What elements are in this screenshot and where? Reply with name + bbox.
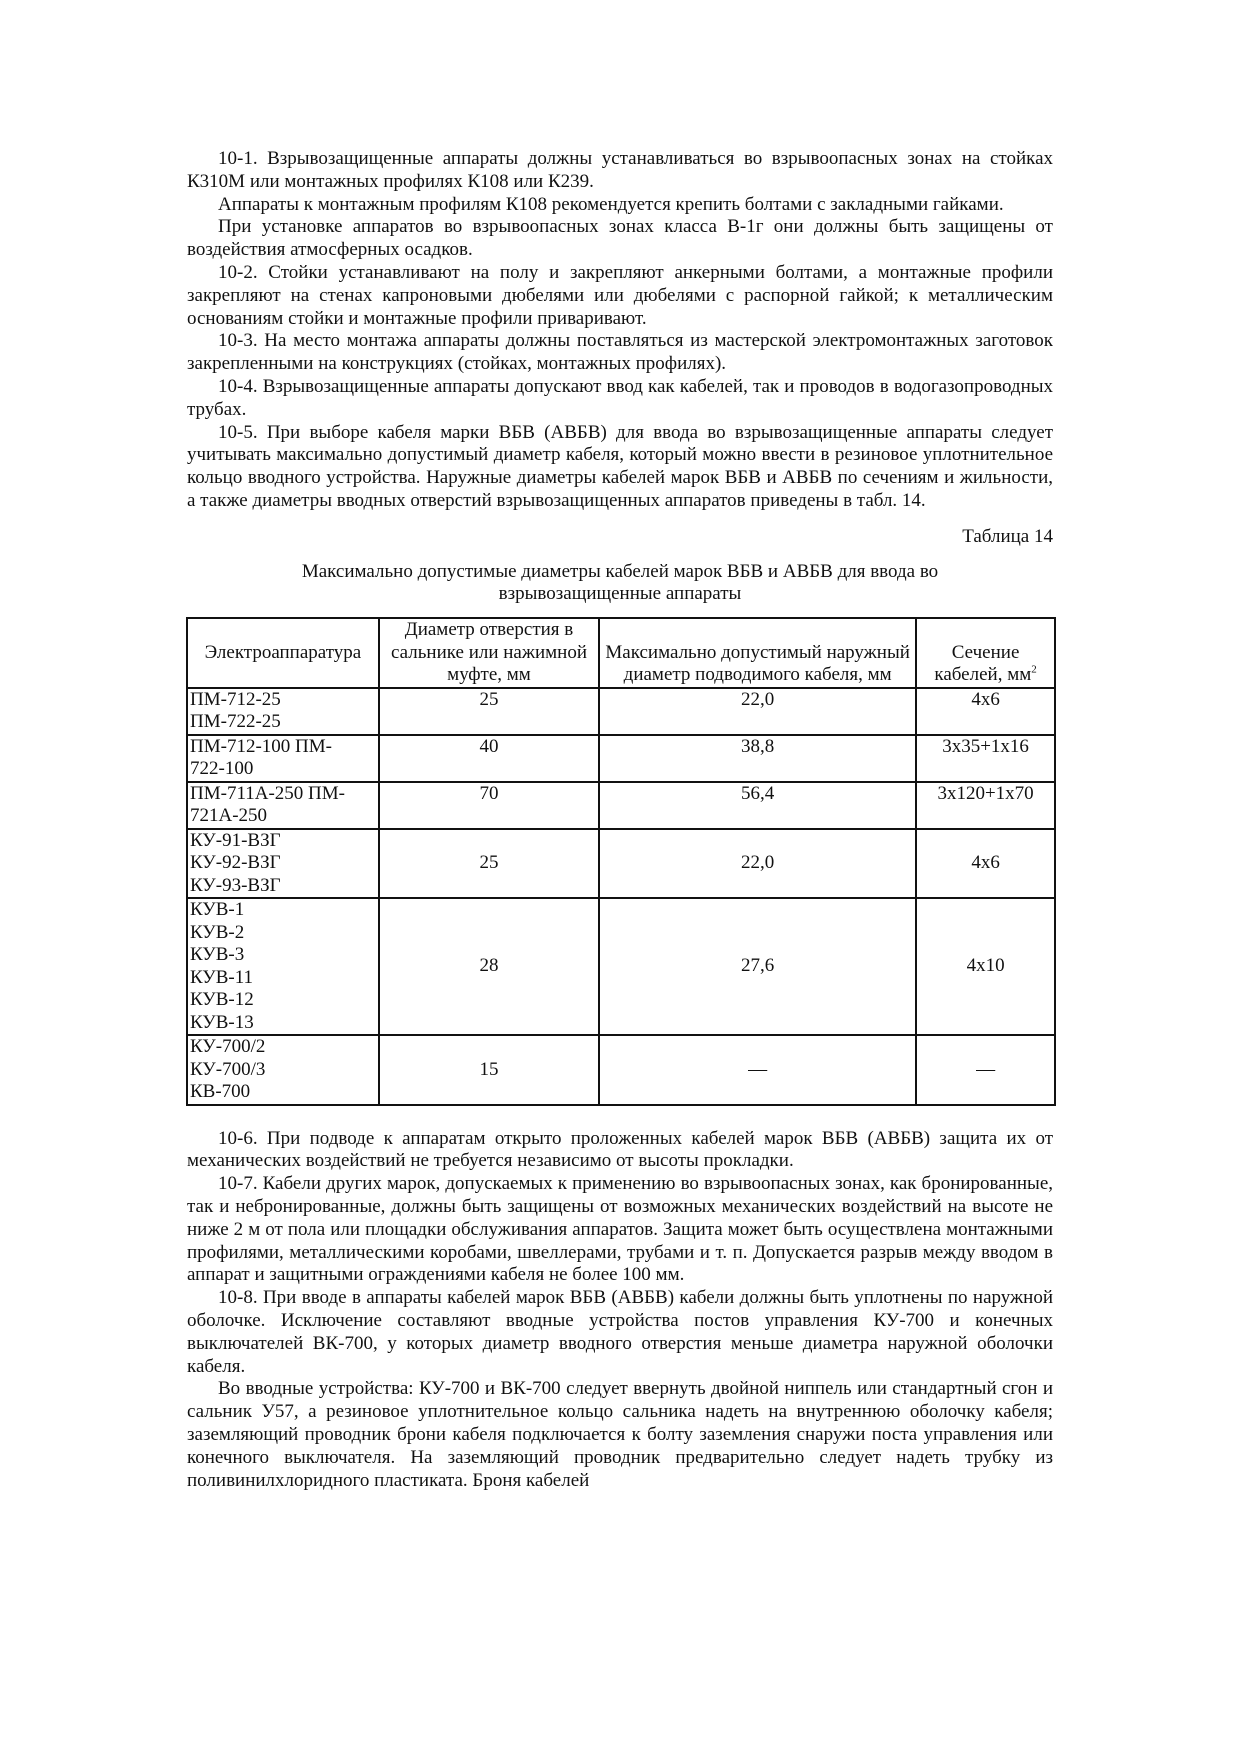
device-name: КУВ-3 [190, 944, 245, 966]
device-name: КУ-700/3 [190, 1058, 266, 1080]
section-cell: 3х120+1х70 [916, 782, 1055, 829]
device-name: КУВ-2 [190, 921, 245, 943]
table-row [187, 829, 1055, 899]
paragraph-10-5: 10-5. При выборе кабеля марки ВБВ (АВБВ) для ввода во взрывозащищенные аппараты следует учитывать максимально допустимый диаметр кабеля, который можно ввести в резиновое уплотнительное кольцо вводного устройства. Наружные диаметры кабелей марок ВБВ и АВБВ по сечениям и жильности, а также диаметры вводных отверстий взрывозащищенных аппаратов приведены в табл. 14. [187, 421, 1053, 511]
hole-diameter-cell: 25 [379, 688, 599, 735]
table-row [187, 735, 1055, 782]
table-row [187, 1035, 1055, 1105]
paragraphs-after-table [187, 1128, 1053, 1493]
device-cell [187, 1035, 379, 1105]
max-diameter-cell: 27,6 [599, 898, 916, 1035]
document-page [187, 148, 1053, 1492]
paragraph-k108-mounting: Аппараты к монтажным профилям К108 рекомендуется крепить болтами с закладными гайками. [218, 193, 1004, 215]
paragraph-10-4: 10-4. Взрывозащищенные аппараты допускают ввод как кабелей, так и проводов в водогазопроводных трубах. [187, 375, 1053, 420]
device-cell [187, 829, 379, 899]
header-section-superscript: 2 [1031, 663, 1037, 676]
device-name: КУ-93-ВЗГ [190, 874, 281, 896]
paragraph-10-3: 10-3. На место монтажа аппараты должны поставляться из мастерской электромонтажных заготовок закрепленными на конструкциях (стойках, монтажных профилях). [187, 330, 1053, 375]
device-name: ПМ-722-25 [190, 711, 281, 733]
device-name: КВ-700 [190, 1081, 251, 1103]
section-cell: 3х35+1х16 [916, 735, 1055, 782]
table-header-row [187, 618, 1055, 688]
table-row [187, 688, 1055, 735]
hole-diameter-cell: 28 [379, 898, 599, 1035]
header-device: Электроаппаратура [187, 618, 379, 688]
header-max-cable-diameter: Максимально допустимый наружный диаметр подводимого кабеля, мм [599, 618, 916, 688]
hole-diameter-cell: 70 [379, 782, 599, 829]
paragraph-10-8: 10-8. При вводе в аппараты кабелей марок ВБВ (АВБВ) кабели должны быть уплотнены по наружной оболочке. Исключение составляют вводные устройства постов управления КУ-700 и конечных выключателей ВК-700, у которых диаметр вводного отверстия меньше диаметра наружной оболочки кабеля. [187, 1287, 1053, 1377]
table-caption: Максимально допустимые диаметры кабелей марок ВБВ и АВБВ для ввода во взрывозащищенные аппараты [301, 560, 939, 605]
device-cell [187, 898, 379, 1035]
cable-diameter-table [186, 617, 1056, 1106]
header-hole-diameter: Диаметр отверстия в сальнике или нажимной муфте, мм [379, 618, 599, 688]
device-name: КУВ-12 [190, 989, 254, 1011]
paragraph-10-1: 10-1. Взрывозащищенные аппараты должны устанавливаться во взрывоопасных зонах на стойках К310М или монтажных профилях К108 или К239. [187, 148, 1053, 192]
device-name: 721А-250 [190, 805, 268, 827]
max-diameter-cell: 22,0 [599, 688, 916, 735]
device-name: КУ-92-ВЗГ [190, 852, 281, 874]
device-name: КУ-91-ВЗГ [190, 829, 281, 851]
table-row [187, 782, 1055, 829]
section-cell: — [916, 1035, 1055, 1105]
header-section [916, 618, 1055, 688]
max-diameter-cell: 56,4 [599, 782, 916, 829]
section-cell: 4х6 [916, 688, 1055, 735]
section-cell: 4х10 [916, 898, 1055, 1035]
paragraph-10-2: 10-2. Стойки устанавливают на полу и закрепляют анкерными болтами, а монтажные профили закрепляют на стенах капроновыми дюбелями или дюбелями с распорной гайкой; к металлическим основаниям стойки и монтажные профили приваривают. [187, 261, 1053, 329]
max-diameter-cell: 22,0 [599, 829, 916, 899]
hole-diameter-cell: 15 [379, 1035, 599, 1105]
section-cell: 4х6 [916, 829, 1055, 899]
header-section-text: Сечение кабелей, мм [934, 641, 1032, 686]
paragraph-10-7: 10-7. Кабели других марок, допускаемых к применению во взрывоопасных зонах, как бронированные, так и небронированные, должны быть защищены от возможных механических воздействий на высоте не ниже 2 м от пола или площадки обслуживания аппаратов. Защита может быть осуществлена монтажными профилями, металлическими коробами, швеллерами, трубами и т. п. Допускается разрыв между вводом в аппарат и защитными ограждениями кабеля не более 100 мм. [187, 1173, 1053, 1286]
device-name: ПМ-712-100 ПМ- [190, 735, 332, 757]
device-name: КУВ-1 [190, 899, 245, 921]
paragraph-input-devices: Во вводные устройства: КУ-700 и ВК-700 следует ввернуть двойной ниппель или стандартный сгон и сальник У57, а резиновое уплотнительное кольцо сальника надеть на внутреннюю оболочку кабеля; заземляющий проводник брони кабеля подключается к болту заземления снаружи поста управления или конечного выключателя. На заземляющий проводник предварительно следует надеть трубку из поливинилхлоридного пластиката. Броня кабелей [187, 1378, 1053, 1491]
device-cell [187, 735, 379, 782]
device-name: ПМ-711А-250 ПМ- [190, 782, 345, 804]
paragraph-class-v1g: При установке аппаратов во взрывоопасных зонах класса В-1г они должны быть защищены от воздействия атмосферных осадков. [187, 216, 1053, 261]
table-row [187, 898, 1055, 1035]
device-name: КУВ-11 [190, 966, 254, 988]
device-cell [187, 782, 379, 829]
device-name: КУВ-13 [190, 1011, 254, 1033]
hole-diameter-cell: 25 [379, 829, 599, 899]
paragraph-10-6: 10-6. При подводе к аппаратам открыто проложенных кабелей марок ВБВ (АВБВ) защита их от механических воздействий не требуется независимо от высоты прокладки. [187, 1127, 1053, 1172]
table-number-label: Таблица 14 [962, 525, 1053, 547]
max-diameter-cell: — [599, 1035, 916, 1105]
max-diameter-cell: 38,8 [599, 735, 916, 782]
device-name: 722-100 [190, 758, 254, 780]
device-name: КУ-700/2 [190, 1036, 266, 1058]
device-name: ПМ-712-25 [190, 688, 281, 710]
device-cell [187, 688, 379, 735]
hole-diameter-cell: 40 [379, 735, 599, 782]
